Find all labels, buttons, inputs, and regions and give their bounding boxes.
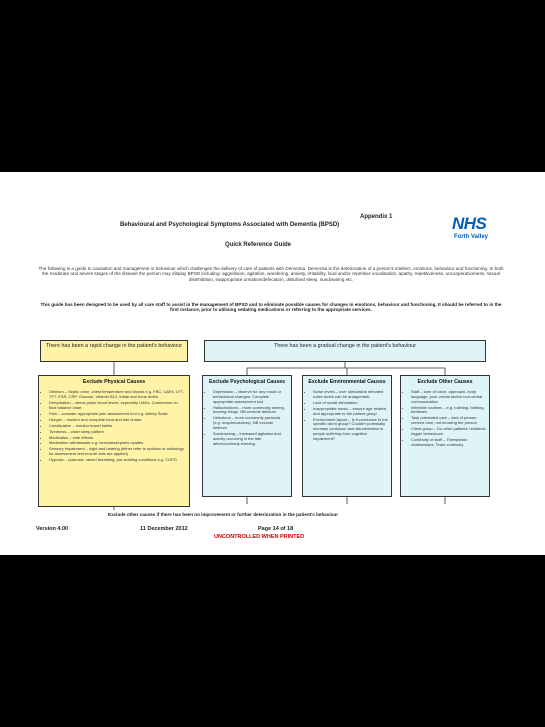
page-title: Behavioural and Psychological Symptoms Associated with Dementia (BPSD) [120, 222, 340, 228]
list-item: • Lack of social stimulation [313, 401, 388, 406]
document-page [0, 172, 545, 555]
footer-note: Exclude other causes if there has been no improvement or further deterioration in the patient's behaviour [108, 512, 339, 517]
list-item: • Noise levels – over stimulation elevated noise levels can be antagonistic [313, 390, 388, 400]
list-item: • Hypoxia – cyanosis, raised breathing, pre-existing conditions e.g. COPD [49, 458, 186, 463]
list-item: • Medication – side effects [49, 436, 186, 441]
other-causes-list [404, 390, 486, 448]
environmental-causes-box [302, 375, 392, 497]
version-label: Version 4.00 [36, 526, 69, 532]
list-item: • Depression – observe for any mood or behavioural changes. Complete appropriate assessment tool [213, 390, 288, 404]
intro-guidance: This guide has been designed to be used by all care staff to assist in the management of BPSD and to eliminate possible causes for changes in emotions, behaviour and functioning. It should be referred to in the first instance, prior to utilising sedating medications or referring to the appropriate services. [40, 302, 502, 313]
nhs-logo: NHS [452, 214, 498, 232]
list-item: • Sensory impairment – sight and hearing (either refer to optician or audiology for assessment and ensure aids are applied) [49, 447, 186, 457]
list-item: • Delirium – Septic urine, chest temperature and bloods e.g. FBC, U&Es, LFT, TFT, ESR, CRP, Glucose, Vitamin B12, folate and bone levels [49, 390, 186, 400]
intro-paragraph: The following is a guide to causation and management in behaviour which challenges the delivery of care of patients with Dementia. Dementia is the deterioration of a person's intellect, emotions, behaviour and functioning. In both the moderate and severe stages of the disease the person may display BPSD including: aggression, agitation, wandering, anxiety, irritability, loud and/or repetitive vocalisation, apathy, repetitiveness, uncooperativeness, sexual disinhibition, inappropriate urination/defecation, disturbed sleep, sundowning etc. [38, 266, 504, 282]
list-item: • Tiredness – chart sleep pattern [49, 430, 186, 435]
page-subtitle: Quick Reference Guide [225, 242, 292, 248]
list-item: • Medication withdrawals e.g. benzodiazepines opiates [49, 441, 186, 446]
psychological-causes-title: Exclude Psychological Causes [208, 379, 286, 385]
date-label: 11 December 2012 [140, 526, 188, 532]
uncontrolled-notice: UNCONTROLLED WHEN PRINTED [214, 534, 305, 540]
appendix-label: Appendix 1 [360, 214, 393, 220]
list-item: • Client group – Do other patients' residents trigger behaviours [411, 427, 486, 437]
list-item: • Dehydration – check pulse blood levels, especially U&Es. Commence on fluid balance chart [49, 401, 186, 411]
psychological-causes-list [206, 390, 288, 446]
nhs-logo-subtitle: Forth Valley [454, 234, 489, 240]
list-item: • Pain – consider appropriate pain assessment tool e.g. Abbey Scale [49, 412, 186, 417]
physical-causes-title: Exclude Physical Causes [82, 379, 146, 385]
list-item: • Hallucinations – more commonly seeing, hearing things. NB exclude delirium [213, 406, 288, 416]
list-item: • Task orientated care – lack of person centred care, not knowing the person [411, 416, 486, 426]
list-item: • Hunger – monitor and complete food and diet charts [49, 418, 186, 423]
physical-causes-list [42, 390, 186, 463]
gradual-change-box: There has been a gradual change in the patient's behaviour [204, 340, 486, 362]
other-causes-box [400, 375, 490, 497]
environmental-causes-title: Exclude Environmental Causes [308, 379, 386, 385]
list-item: • Continuity of staff – Therapeutic relationships, Team continuity [411, 438, 486, 448]
list-item: • Inappropriate music – ensure age related and appropriate to the patient group [313, 407, 388, 417]
physical-causes-box [38, 375, 190, 507]
list-item: • Environment layout – is it conducive to the specific client group? Couldn't potentially increase confusion and disorientation in people suffering from cognitive impairment? [313, 418, 388, 442]
list-item: • Sundowning – increased agitation and activity occurring in the late afternoon/early evening [213, 432, 288, 446]
list-item: • Constipation – monitor bowel habits [49, 424, 186, 429]
list-item: • Delusions – more commonly paranoia (e.g. suspiciousness). NB exclude delirium [213, 416, 288, 430]
environmental-causes-list [306, 390, 388, 442]
list-item: • Staff – tone of voice, approach, body language, poor verbal and/or non-verbal communication [411, 390, 486, 404]
other-causes-title: Exclude Other Causes [417, 379, 473, 385]
psychological-causes-box [202, 375, 292, 497]
list-item: • Inflexible routines – e.g. toileting, bathing, bedtimes [411, 406, 486, 416]
page-number: Page 14 of 18 [258, 526, 294, 532]
rapid-change-box: There has been a rapid change in the patient's behaviour [40, 340, 188, 362]
